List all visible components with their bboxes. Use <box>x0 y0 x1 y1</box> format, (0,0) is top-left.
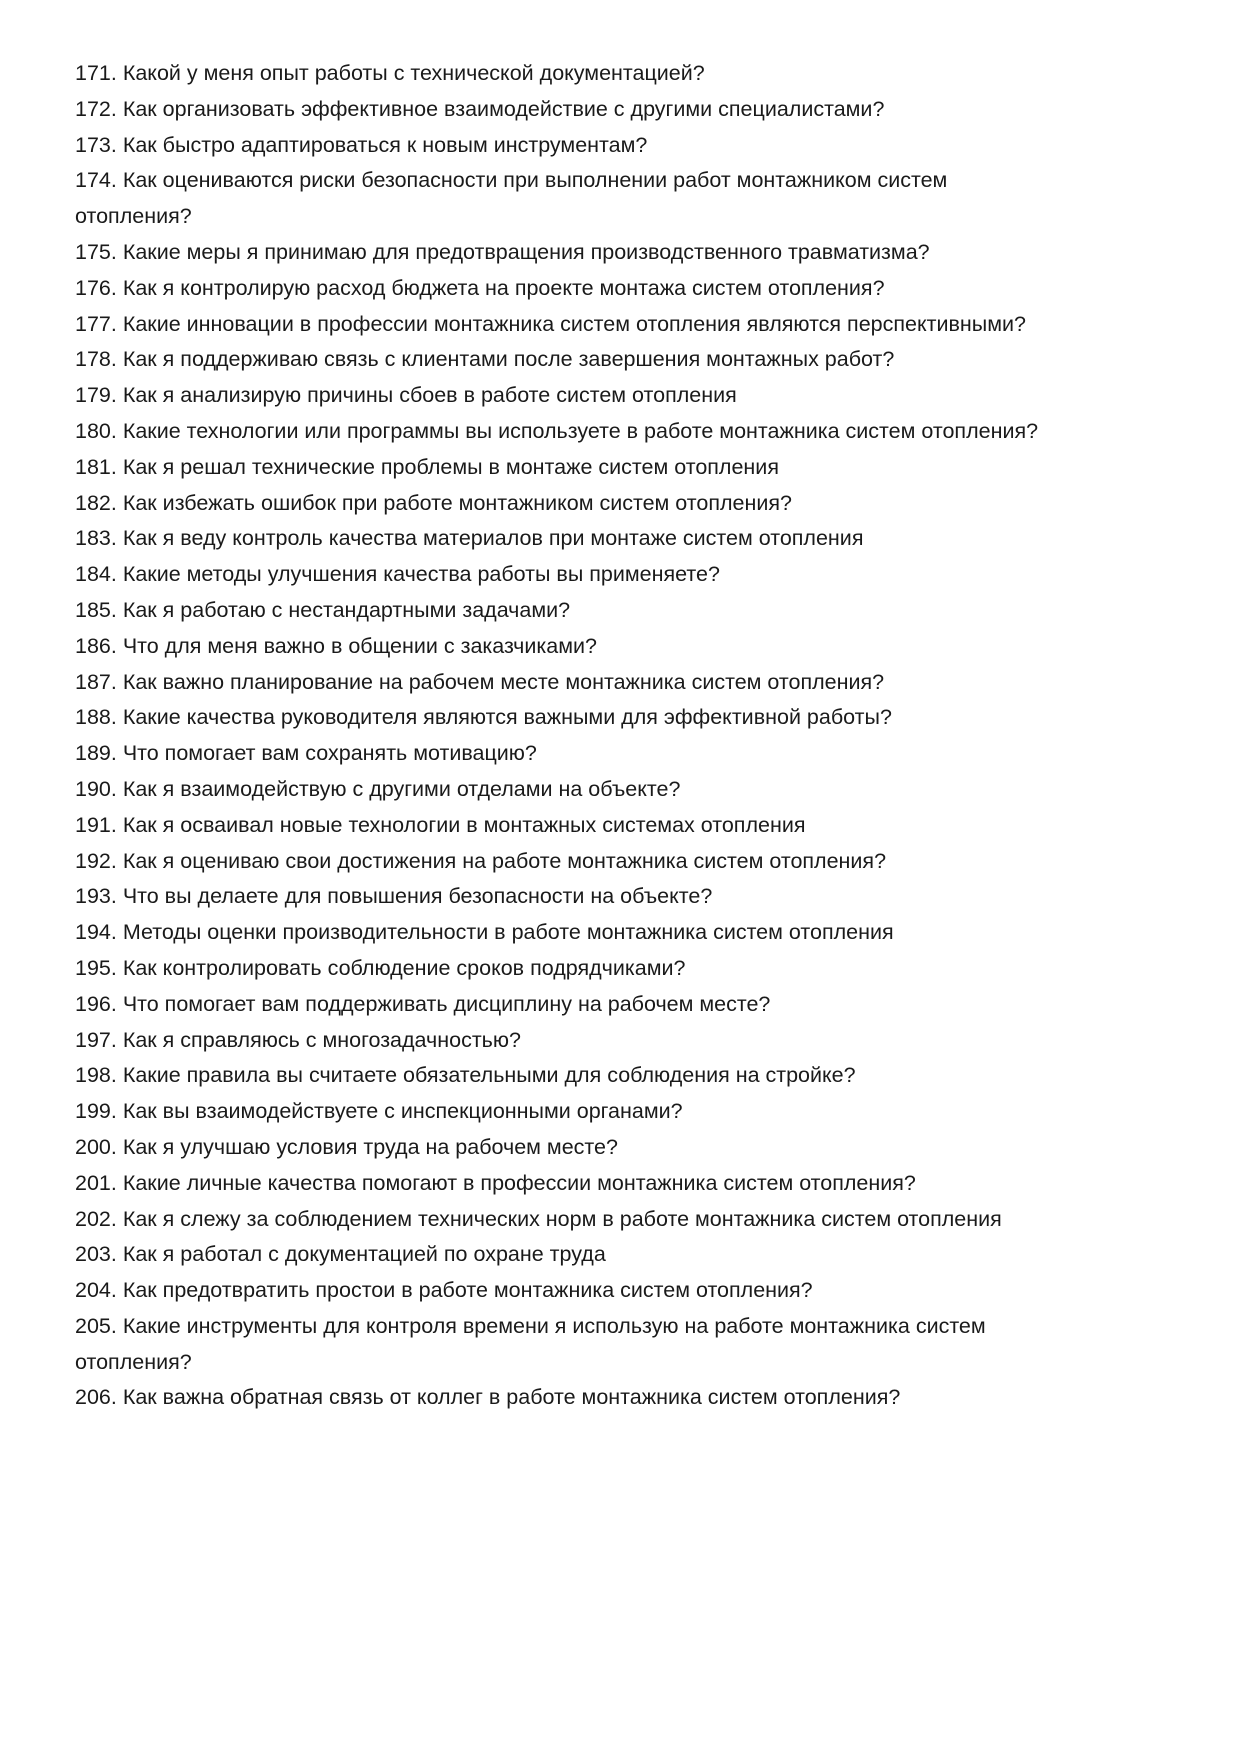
list-item: 192. Как я оцениваю свои достижения на работе монтажника систем отопления? <box>75 848 887 873</box>
list-item: 195. Как контролировать соблюдение сроков подрядчиками? <box>75 955 686 980</box>
list-item: 193. Что вы делаете для повышения безопасности на объекте? <box>75 884 713 909</box>
list-item: 202. Как я слежу за соблюдением технических норм в работе монтажника систем отопления <box>75 1206 1002 1231</box>
list-item: 199. Как вы взаимодействуете с инспекционными органами? <box>75 1099 683 1124</box>
list-item: 180. Какие технологии или программы вы используете в работе монтажника систем отопления? <box>75 418 1039 443</box>
list-item: 173. Как быстро адаптироваться к новым инструментам? <box>75 132 648 157</box>
list-item: 190. Как я взаимодействую с другими отделами на объекте? <box>75 776 681 801</box>
list-item: 185. Как я работаю с нестандартными задачами? <box>75 597 571 622</box>
list-item: 205. Какие инструменты для контроля времени я использую на работе монтажника систем отопления? <box>75 1313 986 1374</box>
list-item: 200. Как я улучшаю условия труда на рабочем месте? <box>75 1134 618 1159</box>
list-item: 186. Что для меня важно в общении с заказчиками? <box>75 633 597 658</box>
list-item: 172. Как организовать эффективное взаимодействие с другими специалистами? <box>75 96 885 121</box>
list-item: 188. Какие качества руководителя являются важными для эффективной работы? <box>75 705 892 730</box>
list-item: 197. Как я справляюсь с многозадачностью? <box>75 1027 521 1052</box>
list-item: 206. Как важна обратная связь от коллег в работе монтажника систем отопления? <box>75 1385 901 1410</box>
list-item: 175. Какие меры я принимаю для предотвращения производственного травматизма? <box>75 239 930 264</box>
list-item: 198. Какие правила вы считаете обязательными для соблюдения на стройке? <box>75 1063 856 1088</box>
list-item: 182. Как избежать ошибок при работе монтажником систем отопления? <box>75 490 792 515</box>
list-item: 196. Что помогает вам поддерживать дисциплину на рабочем месте? <box>75 991 771 1016</box>
list-item: 203. Как я работал с документацией по охране труда <box>75 1242 606 1267</box>
list-item: 177. Какие инновации в профессии монтажника систем отопления являются перспективными? <box>75 311 1026 336</box>
question-list <box>75 56 1050 1416</box>
list-item: 201. Какие личные качества помогают в профессии монтажника систем отопления? <box>75 1170 916 1195</box>
list-item: 171. Какой у меня опыт работы с технической документацией? <box>75 61 705 85</box>
list-item: 183. Как я веду контроль качества материалов при монтаже систем отопления <box>75 526 864 551</box>
list-item: 187. Как важно планирование на рабочем месте монтажника систем отопления? <box>75 669 885 694</box>
list-item: 181. Как я решал технические проблемы в монтаже систем отопления <box>75 454 779 479</box>
list-item: 189. Что помогает вам сохранять мотивацию? <box>75 741 537 766</box>
list-item: 191. Как я осваивал новые технологии в монтажных системах отопления <box>75 812 806 837</box>
list-item: 178. Как я поддерживаю связь с клиентами после завершения монтажных работ? <box>75 347 895 372</box>
list-item: 179. Как я анализирую причины сбоев в работе систем отопления <box>75 383 737 408</box>
list-item: 194. Методы оценки производительности в работе монтажника систем отопления <box>75 920 894 945</box>
list-item: 176. Как я контролирую расход бюджета на проекте монтажа систем отопления? <box>75 275 885 300</box>
list-item: 204. Как предотвратить простои в работе монтажника систем отопления? <box>75 1278 813 1303</box>
list-item: 184. Какие методы улучшения качества работы вы применяете? <box>75 562 720 587</box>
list-item: 174. Как оцениваются риски безопасности при выполнении работ монтажником систем отопления? <box>75 168 948 229</box>
